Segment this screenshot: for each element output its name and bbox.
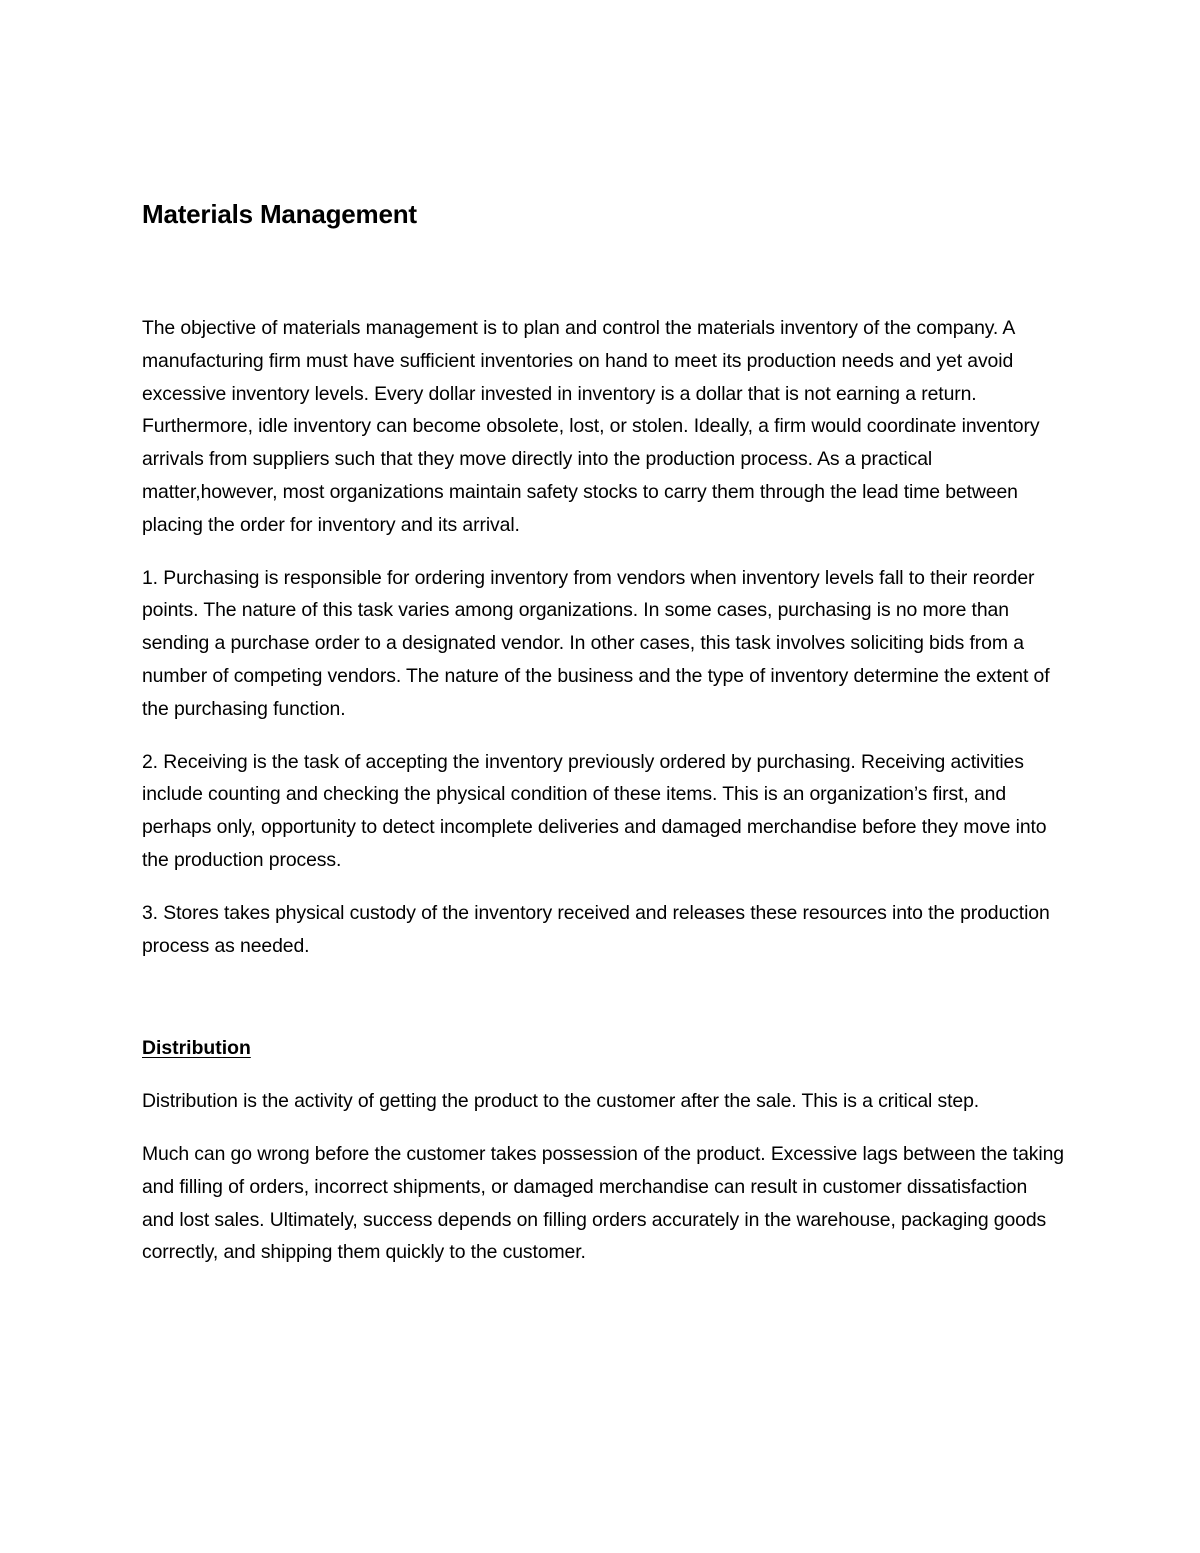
distribution-intro-paragraph: Distribution is the activity of getting the product to the customer after the sale. This is a critical step. [142, 1090, 980, 1113]
receiving-paragraph: 2. Receiving is the task of accepting the inventory previously ordered by purchasing. Receiving activities include counting and checking the physical condition of these items. This is an organization’s first, and perhaps only, opportunity to detect incomplete deliveries and damaged merchandise before they move into the production process. [142, 750, 1047, 871]
distribution-detail-paragraph: Much can go wrong before the customer takes possession of the product. Excessive lags between the taking and filling of orders, incorrect shipments, or damaged merchandise can result in customer dissatisfaction and lost sales. Ultimately, success depends on filling orders accurately in the warehouse, packaging goods correctly, and shipping them quickly to the customer. [142, 1142, 1064, 1264]
objective-paragraph: The objective of materials management is to plan and control the materials inventory of the company. A manufacturing firm must have sufficient inventories on hand to meet its production needs and yet avoid excessive inventory levels. Every dollar invested in inventory is a dollar that is not earning a return. Furthermore, idle inventory can become obsolete, lost, or stolen. Ideally, a firm would coordinate inventory arrivals from suppliers such that they move directly into the production process. As a practical matter,however, most organizations maintain safety stocks to carry them through the lead time between placing the order for inventory and its arrival. [142, 317, 1040, 536]
document-body [142, 196, 1064, 1269]
purchasing-paragraph: 1. Purchasing is responsible for ordering inventory from vendors when inventory levels fall to their reorder points. The nature of this task varies among organizations. In some cases, purchasing is no more than sending a purchase order to a designated vendor. In other cases, this task involves soliciting bids from a number of competing vendors. The nature of the business and the type of inventory determine the extent of the purchasing function. [142, 566, 1050, 720]
page-title: Materials Management [142, 199, 417, 229]
distribution-heading: Distribution [142, 1037, 251, 1060]
stores-paragraph: 3. Stores takes physical custody of the inventory received and releases these resources into the production process as needed. [142, 901, 1050, 957]
